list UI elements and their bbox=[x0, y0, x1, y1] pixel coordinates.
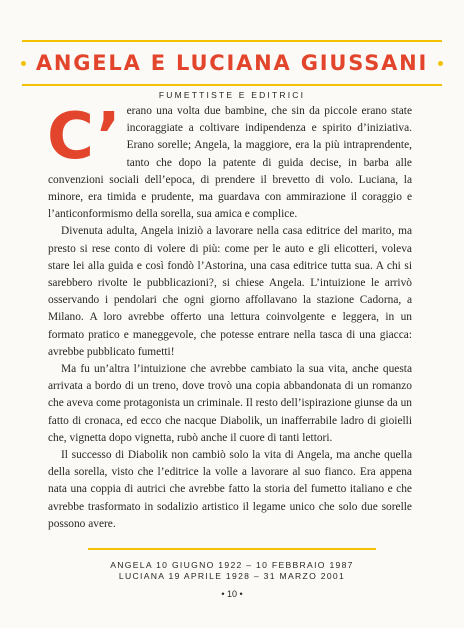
title-band-left-dot bbox=[21, 61, 26, 66]
page-title: ANGELA E LUCIANA GIUSSANI bbox=[35, 51, 429, 75]
article-paragraph-2: Divenuta adulta, Angela iniziò a lavorare nella casa editrice del marito, ma presto si rese conto di volere di più: come per le auto e gli elicotteri, voleva stare lei alla guida e così fondò l’Astorina, una casa editrice tutta sua. A chi si sarebbero rivolte le pubblicazioni?, si chiese Angela. L’intuizione le arrivò osservando i pendolari che ogni giorno affollavano la stazione Cadorna, a Milano. A loro avrebbe offerto una lettura coinvolgente e leggera, in un formato pratico e maneggevole, che potesse entrare nella tasca di una giacca: avrebbe pubblicato fumetti! bbox=[48, 225, 412, 358]
title-band-right-dot bbox=[438, 61, 443, 66]
article-paragraph-1 bbox=[47, 100, 412, 223]
title-band bbox=[22, 40, 442, 86]
dates-luciana: LUCIANA 19 APRILE 1928 – 31 MARZO 2001 bbox=[118, 571, 346, 581]
dates-angela: ANGELA 10 GIUGNO 1922 – 10 FEBBRAIO 1987 bbox=[110, 560, 354, 570]
article-body bbox=[47, 100, 412, 533]
page-subtitle: FUMETTISTE E EDITRICI bbox=[158, 90, 306, 100]
page-number: • 10 • bbox=[221, 589, 243, 599]
article-paragraph-4: Il successo di Diabolik non cambiò solo la vita di Angela, ma anche quella della sorella, visto che l’editrice la volle a lavorare al suo fianco. Era appena nata una coppia di autrici che avrebbe fatto la storia del fumetto italiano e che avrebbe trasformato in sodalizio artistico il legame unico che solo due sorelle possono avere. bbox=[48, 449, 412, 530]
footer-divider bbox=[88, 548, 376, 550]
life-dates bbox=[0, 560, 464, 582]
article-paragraph-3: Ma fu un’altra l’intuizione che avrebbe cambiato la sua vita, anche questa arrivata a bordo di un treno, dove trovò una copia abbandonata di un romanzo che aveva come protagonista un criminale. Il resto dell’ispirazione giunse da un fatto di cronaca, ed ecco che nacque Diabolik, un inafferrabile ladro di gioielli che, vignetta dopo vignetta, rubò anche il cuore di tanti lettori. bbox=[48, 363, 412, 444]
article-paragraph-1-text: erano una volta due bambine, che sin da piccole erano state incoraggiate a coltivare indipendenza e spirito d’iniziativa. Erano sorelle; Angela, la maggiore, era la più intraprendente, tanto che dopo la patente di guida decise, in barba alle convenzioni sociali dell’epoca, di prendere il brevetto di volo. Luciana, la minore, era timida e prudente, ma guardava con ammirazione il coraggio e l’anticonformismo della sorella, sua amica e complice. bbox=[48, 105, 412, 221]
drop-cap: C’ bbox=[47, 100, 121, 174]
